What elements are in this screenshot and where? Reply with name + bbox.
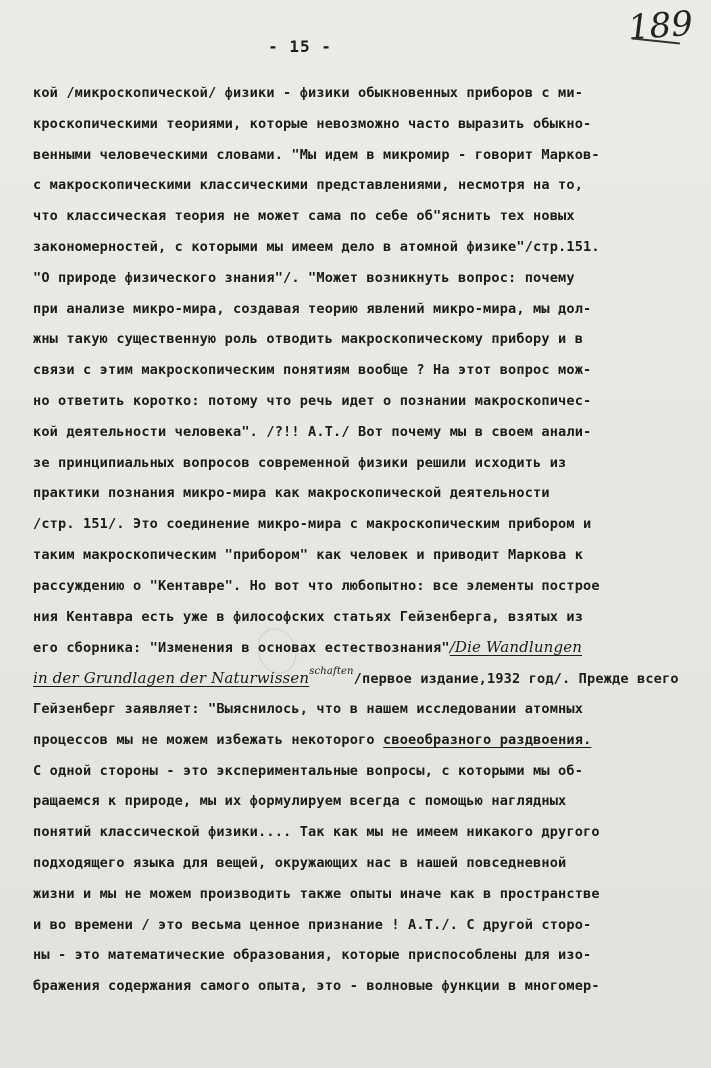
page-number: - 15 - [268, 37, 332, 56]
text-line: ращаемся к природе, мы их формулируем всегда с помощью наглядных [33, 793, 567, 810]
typed-segment: процессов мы не можем избежать некоторого [33, 731, 384, 748]
text-line: кой /микроскопической/ физики - физики обыкновенных приборов с ми- [33, 85, 584, 101]
text-line: Гейзенберг заявляет: "Выяснилось, что в нашем исследовании атомных [33, 700, 584, 717]
text-line: кой деятельности человека". /?!! А.Т./ Вот почему мы в своем анали- [33, 423, 592, 440]
text-line: с макроскопическими классическими представлениями, несмотря на то, [33, 177, 584, 194]
typed-segment: /первое издание,1932 год/. Прежде всего [353, 671, 679, 688]
text-line: и во времени / это весьма ценное признание ! А.Т./. С другой сторо- [33, 916, 592, 933]
text-line: жизни и мы не можем производить также опыты иначе как в пространстве [33, 885, 600, 902]
text-line: что классическая теория не может сама по себе об"яснить тех новых [33, 208, 575, 225]
text-line: /стр. 151/. Это соединение микро-мира с макроскопическим прибором и [33, 516, 592, 533]
text-line: понятий классической физики.... Так как мы не имеем никакого другого [33, 824, 600, 841]
text-line: кроскопическими теориями, которые невозможно часто выразить обыкно- [33, 115, 592, 132]
typed-segment: его сборника: "Изменения в основах естествознания" [33, 640, 450, 657]
text-line: зе принципиальных вопросов современной физики решили исходить из [33, 454, 567, 471]
handwritten-insertion-2: in der Grundlagen der Naturwissen [33, 669, 310, 688]
text-line: бражения содержания самого опыта, это - волновые функции в многомер- [33, 978, 600, 995]
text-line: "О природе физического знания"/. "Может возникнуть вопрос: почему [33, 269, 575, 286]
handwritten-superscript: schaften [309, 666, 354, 678]
text-line: С одной стороны - это экспериментальные вопросы, с которыми мы об- [33, 762, 584, 779]
text-line: при анализе микро-мира, создавая теорию явлений микро-мира, мы дол- [33, 300, 592, 317]
text-line-with-handwriting [33, 632, 703, 663]
text-line [33, 725, 703, 756]
text-line: венными человеческими словами. "Мы идем в микромир - говорит Марков- [33, 146, 600, 163]
text-line: связи с этим макроскопическим понятиям вообще ? На этот вопрос мож- [33, 362, 592, 379]
text-line: таким макроскопическим "прибором" как человек и приводит Маркова к [33, 546, 584, 563]
text-line: жны такую существенную роль отводить макроскопическому прибору и в [33, 331, 584, 348]
text-line: ны - это математические образования, которые приспособлены для изо- [33, 947, 592, 964]
text-line: подходящего языка для вещей, окружающих нас в нашей повседневной [33, 854, 567, 871]
handwritten-insertion-1: /Die Wandlungen [449, 638, 583, 657]
text-line: ния Кентавра есть уже в философских статьях Гейзенберга, взятых из [33, 608, 584, 625]
text-line: практики познания микро-мира как макроскопической деятельности [33, 485, 550, 502]
text-line-with-handwriting [33, 663, 703, 694]
text-line: закономерностей, с которыми мы имеем дело в атомной физике"/стр.151. [33, 238, 600, 255]
underlined-phrase: своеобразного раздвоения. [383, 731, 592, 748]
handwritten-folio-number: 189 [626, 3, 695, 49]
body-text [33, 78, 703, 1002]
text-line: рассуждению о "Кентавре". Но вот что любопытно: все элементы построе [33, 577, 600, 594]
text-line: но ответить коротко: потому что речь идет о познании макроскопичес- [33, 392, 592, 409]
